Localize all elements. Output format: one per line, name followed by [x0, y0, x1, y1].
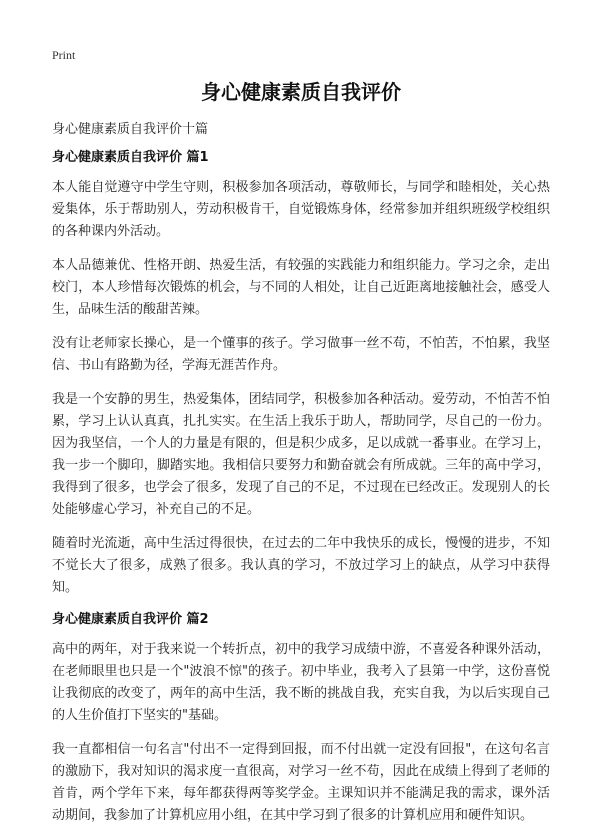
section-heading: 身心健康素质自我评价 篇2 [52, 612, 209, 627]
section-heading: 身心健康素质自我评价 篇1 [52, 150, 209, 165]
print-link[interactable]: Print [52, 48, 76, 62]
paragraph: 我是一个安静的男生，热爱集体，团结同学，积极参加各种活动。爱劳动，不怕苦不怕累，学习上认认真真，扎扎实实。在生活上我乐于助人，帮助同学，尽自己的一份力。因为我坚信，一个人的力量是有限的，但是积少成多，足以成就一番事业。在学习上，我一步一个脚印，脚踏实地。我相信只要努力和勤奋就会有所成就。三年的高中学习，我得到了很多，也学会了很多，发现了自己的不足，不过现在已经改正。发现别人的长处能够虚心学习，补充自己的不足。 [52, 392, 550, 517]
document-content [52, 149, 550, 839]
paragraph: 没有让老师家长操心，是一个懂事的孩子。学习做事一丝不苟，不怕苦，不怕累，我坚信、书山有路勤为径，学海无涯苦作舟。 [52, 336, 550, 373]
page-title: 身心健康素质自我评价 [201, 80, 401, 104]
section-1 [52, 149, 550, 599]
paragraph: 本人能自觉遵守中学生守则，积极参加各项活动，尊敬师长，与同学和睦相处，关心热爱集体，乐于帮助别人，劳动积极肯干，自觉锻炼身体，经常参加并组织班级学校组织的各种课内外活动。 [52, 180, 550, 239]
document-subtitle: 身心健康素质自我评价十篇 [52, 122, 209, 137]
paragraph: 随着时光流逝，高中生活过得很快，在过去的二年中我快乐的成长，慢慢的进步，不知不觉长大了很多，成熟了很多。我认真的学习，不放过学习上的缺点，从学习中获得知。 [52, 536, 550, 595]
paragraph: 高中的两年，对于我来说一个转折点，初中的我学习成绩中游，不喜爱各种课外活动，在老师眼里也只是一个"波浪不惊"的孩子。初中毕业，我考入了县第一中学，这份喜悦让我彻底的改变了，两年的高中生活，我不断的挑战自我，充实自我，为以后实现自己的人生价值打下坚实的"基础。 [52, 642, 550, 723]
paragraph: 我一直都相信一句名言"付出不一定得到回报，而不付出就一定没有回报"，在这句名言的激励下，我对知识的渴求度一直很高，对学习一丝不苟，因此在成绩上得到了老师的首肯，两个学年下来，每年都获得两等奖学金。主课知识并不能满足我的需求，课外活动期间，我参加了计算机应用小组，在其中学习到了很多的计算机应用和硬件知识。 [52, 742, 550, 823]
paragraph: 本人品德兼优、性格开朗、热爱生活，有较强的实践能力和组织能力。学习之余，走出校门，本人珍惜每次锻炼的机会，与不同的人相处，让自己近距离地接触社会，感受人生，品味生活的酸甜苦辣。 [52, 258, 550, 317]
section-2 [52, 611, 550, 827]
